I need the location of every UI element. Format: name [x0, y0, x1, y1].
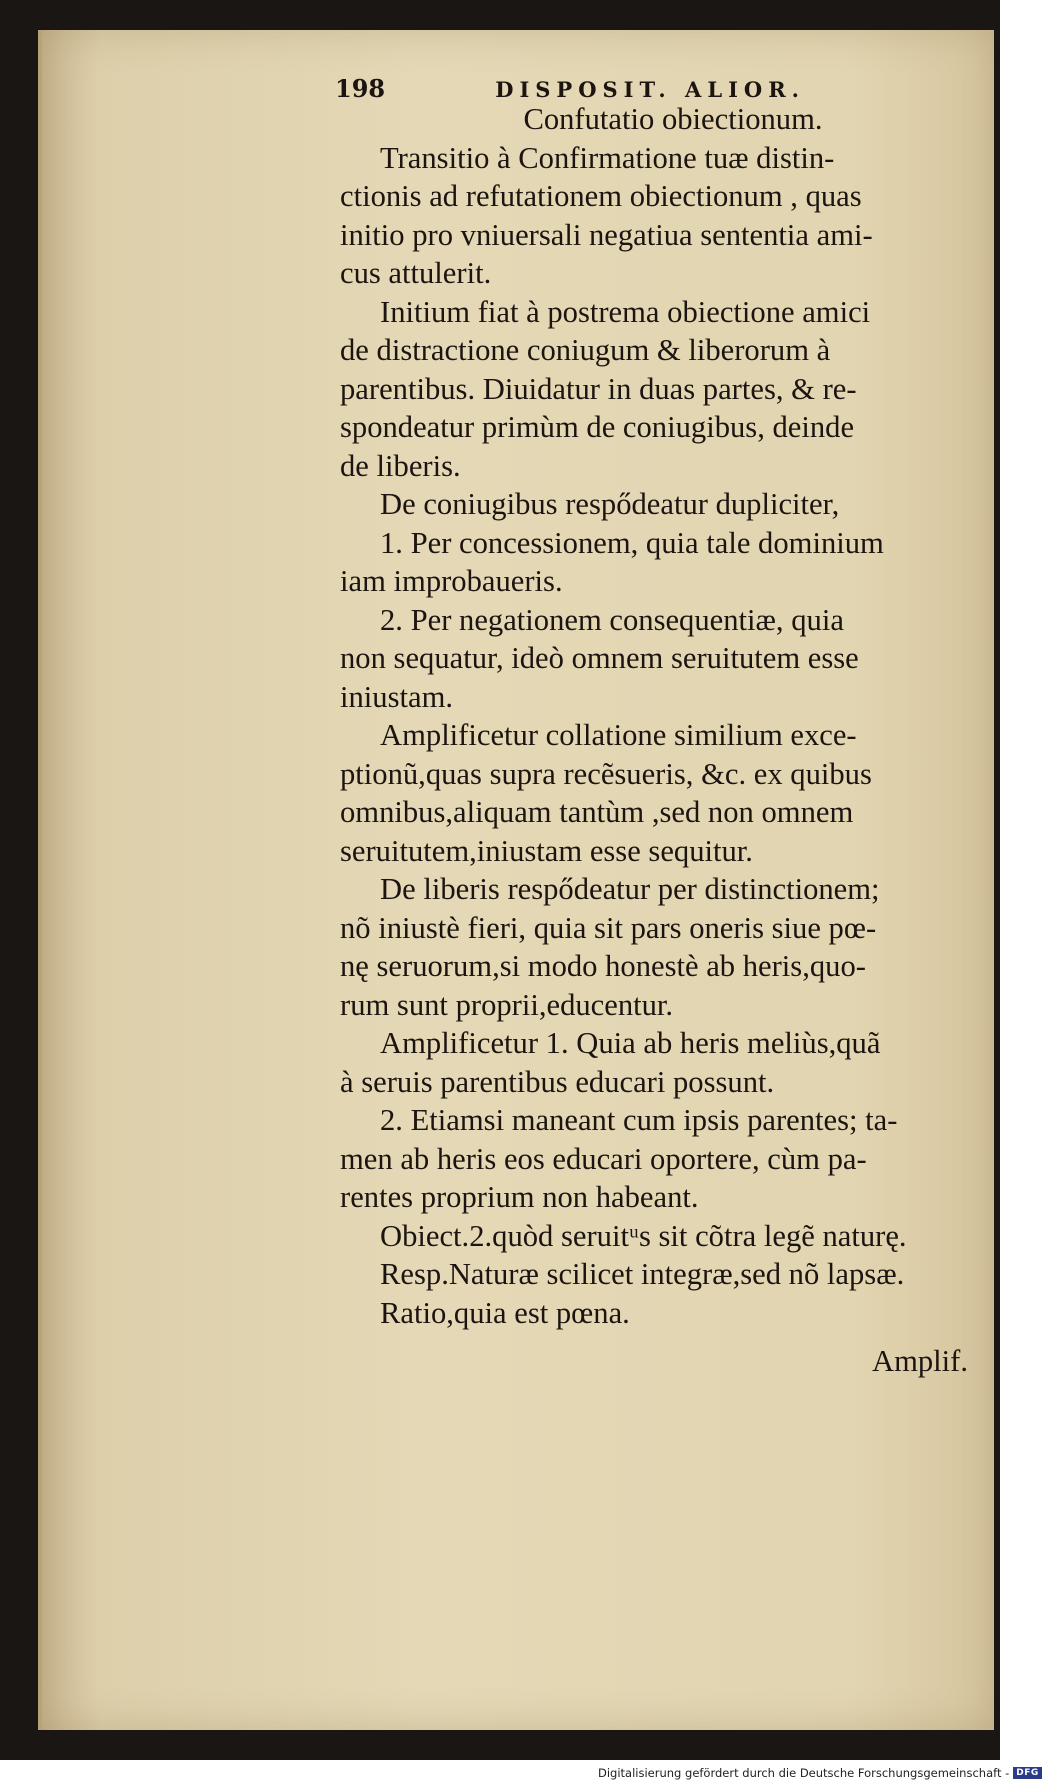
text-line: 1. Per concessionem, quia tale dominium [380, 525, 884, 560]
text-line: nę seruorum,si modo honestè ab heris,quo- [340, 949, 866, 983]
text-line: ptionũ,quas supra recẽsueris, &c. ex quibus [340, 756, 872, 791]
text-line: omnibus,aliquam tantùm ,sed non omnem [340, 795, 854, 829]
text-line: seruitutem,iniustam esse sequitur. [340, 833, 753, 868]
text-line: rum sunt proprii,educentur. [340, 987, 674, 1022]
text-line: cus attulerit. [340, 256, 492, 290]
text-line: non sequatur, ideò omnem seruitutem esse [340, 641, 859, 675]
text-line: men ab heris eos educari oportere, cùm pa- [340, 1141, 867, 1176]
digitization-footer [598, 1766, 1042, 1780]
text-line: parentibus. Diuidatur in duas partes, & re- [340, 371, 857, 406]
catchword: Amplif. [871, 1344, 968, 1378]
text-line: Transitio à Confirmatione tuæ distin- [380, 140, 835, 175]
text-line: de distractione coniugum & liberorum à [340, 333, 831, 367]
text-line: initio pro vniuersali negatiua sententia ami- [340, 217, 873, 252]
text-line: Resp.Naturæ scilicet integræ,sed nõ lapsæ. [380, 1257, 905, 1291]
text-line: Initium fiat à postrema obiectione amici [380, 294, 871, 329]
text-line: Obiect.2.quòd seruitᵘs sit cõtra legẽ naturę. [380, 1218, 907, 1253]
section-title: Confutatio obiectionum. [523, 102, 823, 136]
text-line: De coniugibus respődeatur dupliciter, [380, 487, 840, 521]
page-body [340, 100, 968, 1381]
page-header [335, 74, 805, 103]
text-line: de liberis. [340, 448, 461, 483]
running-title: DISPOSIT. ALIOR. [495, 77, 805, 102]
text-line: 2. Etiamsi maneant cum ipsis parentes; ta- [380, 1103, 898, 1137]
text-line: spondeatur primùm de coniugibus, deinde [340, 410, 855, 444]
text-line: De liberis respődeatur per distinctionem; [380, 872, 880, 906]
text-line: iam improbaueris. [340, 564, 563, 598]
text-line: Ratio,quia est pœna. [380, 1295, 630, 1330]
text-line: nõ iniustè fieri, quia sit pars oneris siue pœ- [340, 910, 877, 945]
text-line: à seruis parentibus educari possunt. [340, 1064, 775, 1099]
text-line: rentes proprium non habeant. [340, 1180, 699, 1214]
footer-text: Digitalisierung gefördert durch die Deutsche Forschungsgemeinschaft - [598, 1766, 1010, 1780]
text-line: iniustam. [340, 679, 454, 714]
text-line: ctionis ad refutationem obiectionum , quas [340, 179, 862, 213]
text-line: 2. Per negationem consequentiæ, quia [380, 602, 844, 637]
page-number: 198 [335, 74, 386, 103]
text-line: Amplificetur 1. Quia ab heris meliùs,quã [380, 1026, 881, 1060]
dfg-logo: DFG [1013, 1767, 1042, 1779]
text-line: Amplificetur collatione similium exce- [380, 718, 857, 752]
